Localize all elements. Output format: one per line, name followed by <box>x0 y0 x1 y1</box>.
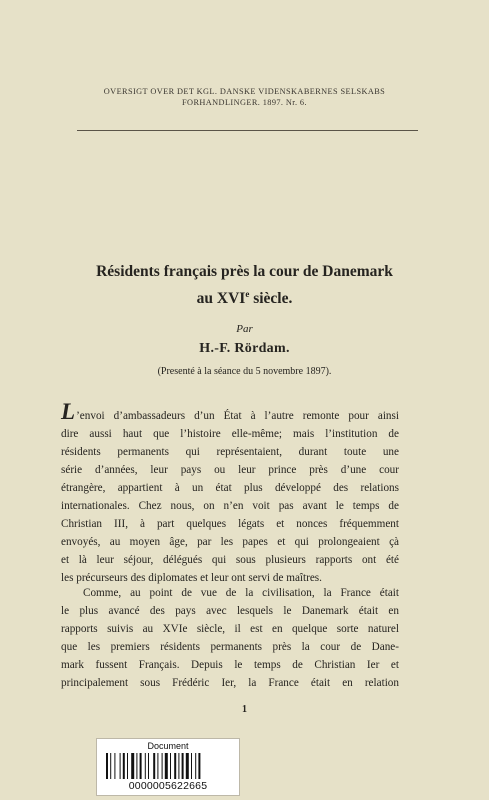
title-superscript: e <box>245 289 250 299</box>
barcode-label-text: Document <box>147 741 189 751</box>
title-line-2 <box>0 283 489 310</box>
paragraph-1-line: les précurseurs des diplomates et leur ont servi de maîtres. <box>61 572 322 584</box>
paragraph-2-line: que les premiers résidents permanents près la cour de Dane- <box>61 641 399 653</box>
header-rule <box>77 130 418 131</box>
paragraph-1-line-text: ’envoi d’ambassadeurs d’un État à l’autre remonte pour ainsi <box>76 410 399 422</box>
paragraph-2-line: mark fussent Français. Depuis le temps de Christian Ier et <box>61 659 399 671</box>
article-title <box>0 261 489 310</box>
paragraph-1-line: série d’années, leur pays ou leur prince près d’une cour <box>61 464 399 476</box>
paragraph-1-line: et là leur séjour, délégués qui sous plusieurs rapports ont été <box>61 554 399 566</box>
title-line-2-pre: au XVI <box>196 290 246 308</box>
byline-par: Par <box>236 323 253 335</box>
title-line-2-post: siècle. <box>249 290 293 308</box>
author-name: H.-F. Rördam. <box>199 341 290 356</box>
journal-header-line-2: FORHANDLINGER. 1897. Nr. 6. <box>182 98 307 107</box>
paragraph-2-line: principalement sous Frédéric Ier, la France était en relation <box>61 677 399 689</box>
presentation-note: (Presenté à la séance du 5 novembre 1897). <box>157 366 332 377</box>
paragraph-2-line: rapports suivis au XVIe siècle, il est en quelque sorte naturel <box>61 623 399 635</box>
drop-cap: L <box>61 399 76 424</box>
paragraph-2 <box>61 584 399 692</box>
title-line-1: Résidents français près la cour de Danemark <box>96 263 393 280</box>
paragraph-1 <box>61 399 399 587</box>
paragraph-1-line <box>61 399 399 425</box>
journal-header-line-1: OVERSIGT OVER DET KGL. DANSKE VIDENSKABERNES SELSKABS <box>103 87 386 96</box>
journal-header <box>0 86 489 108</box>
paragraph-1-line: résidents permanents qui représentaient, durant toute une <box>61 446 399 458</box>
paragraph-2-line: le plus avancé des pays avec lesquels le Danemark était en <box>61 605 399 617</box>
page-number: 1 <box>242 704 247 715</box>
paragraph-2-line: Comme, au point de vue de la civilisation, la France était <box>83 587 399 599</box>
paragraph-1-line: dire aussi haut que l’histoire elle-même; mais l’institution de <box>61 428 399 440</box>
library-barcode-label <box>96 738 240 796</box>
barcode-icon <box>105 753 231 779</box>
barcode-number: 0000005622665 <box>128 780 208 792</box>
paragraph-1-line: Christian III, à part quelques légats et nonces fréquemment <box>61 518 399 530</box>
paragraph-1-line: étrangère, appartient à un état plus développé des relations <box>61 482 399 494</box>
paragraph-1-line: internationales. Chez nous, on n’en voit pas avant le temps de <box>61 500 399 512</box>
paragraph-1-line: envoyés, au moyen âge, par les papes et qui prolongeaient çà <box>61 536 399 548</box>
